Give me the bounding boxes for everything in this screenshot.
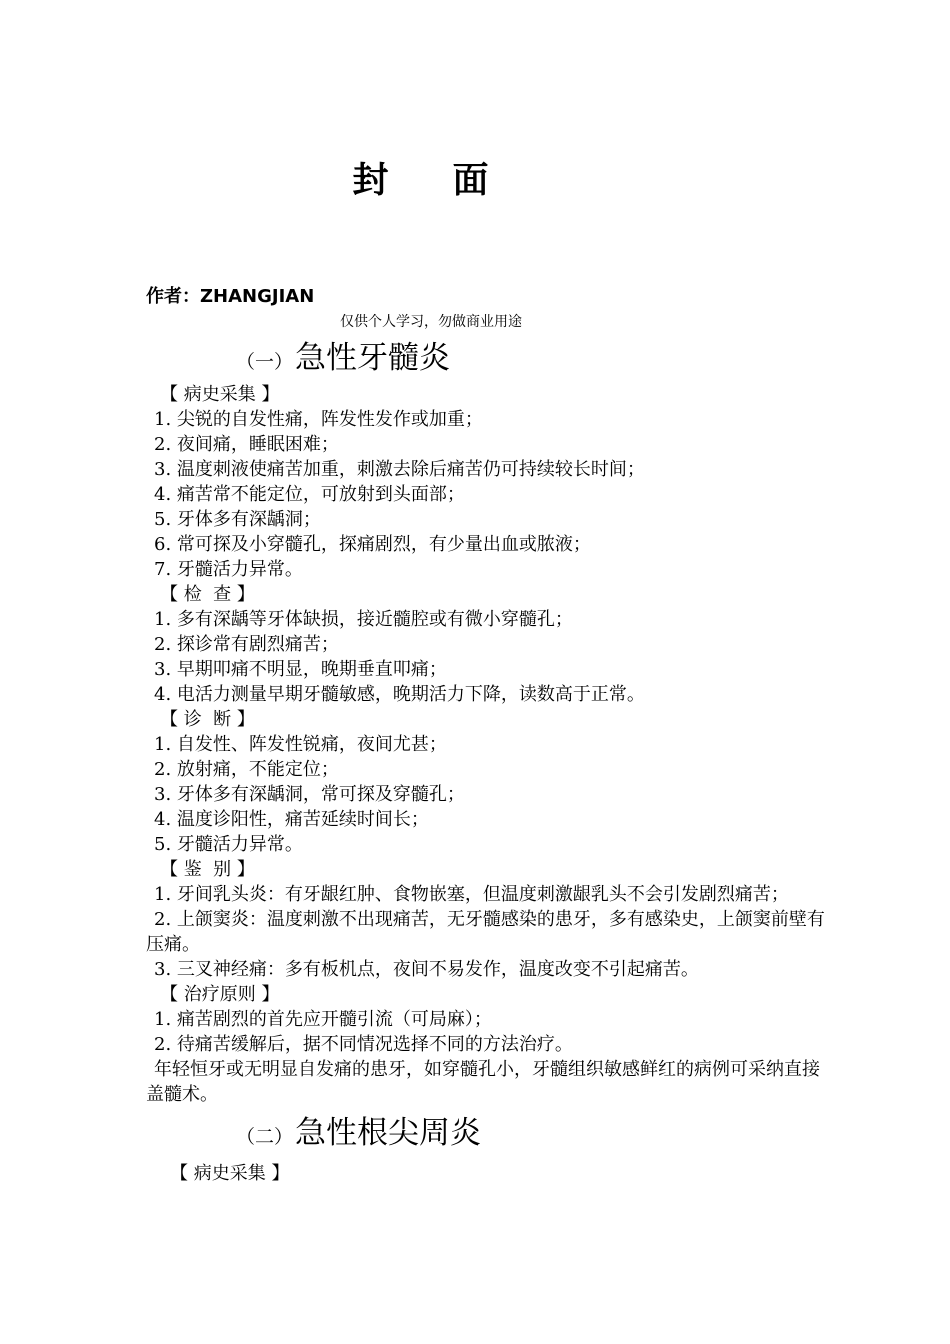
list-item: 3. 温度刺液使痛苦加重，刺激去除后痛苦仍可持续较长时间；	[154, 459, 645, 480]
cover-title-part2: 面	[452, 160, 491, 201]
section1-number: （一）	[236, 351, 294, 373]
list-item: 7. 牙髓活力异常。	[154, 559, 303, 580]
section1-exam-header: 【 检 查 】	[160, 584, 255, 605]
list-item: 1. 尖锐的自发性痛，阵发性发作或加重；	[154, 409, 483, 430]
cover-title-part1: 封	[352, 160, 391, 201]
list-item: 2. 待痛苦缓解后，据不同情况选择不同的方法治疗。	[154, 1034, 573, 1055]
list-item: 3. 牙体多有深龋洞，常可探及穿髓孔；	[154, 784, 465, 805]
list-item: 5. 牙体多有深龋洞；	[154, 509, 321, 530]
list-item: 1. 牙间乳头炎：有牙龈红肿、食物嵌塞，但温度刺激龈乳头不会引发剧烈痛苦；	[154, 884, 789, 905]
document-body	[146, 338, 826, 1186]
section1-treatment-header: 【 治疗原则 】	[160, 984, 280, 1005]
section2-history-header: 【 病史采集 】	[170, 1163, 290, 1184]
section2-heading: 急性根尖周炎	[295, 1115, 482, 1151]
section1-history-header: 【 病史采集 】	[160, 384, 280, 405]
section1-heading: 急性牙髓炎	[295, 340, 451, 376]
list-item: 2. 放射痛，不能定位；	[154, 759, 339, 780]
usage-notice: 仅供个人学习，勿做商业用途	[340, 314, 522, 330]
list-item: 1. 自发性、阵发性锐痛，夜间尤甚；	[154, 734, 447, 755]
list-item: 4. 痛苦常不能定位，可放射到头面部；	[154, 484, 465, 505]
section1-diagnosis-header: 【 诊 断 】	[160, 709, 255, 730]
section1-title	[146, 338, 826, 382]
list-item: 年轻恒牙或无明显自发痛的患牙，如穿髓孔小，牙髓组织敏感鲜红的病例可采纳直接盖髓术。	[146, 1059, 820, 1105]
section2-number: （二）	[236, 1126, 294, 1148]
list-item: 2. 夜间痛，睡眠困难；	[154, 434, 339, 455]
list-item: 3. 早期叩痛不明显，晚期垂直叩痛；	[154, 659, 447, 680]
list-item: 3. 三叉神经痛：多有板机点，夜间不易发作，温度改变不引起痛苦。	[154, 959, 699, 980]
list-item: 6. 常可探及小穿髓孔，探痛剧烈，有少量出血或脓液；	[154, 534, 591, 555]
cover-title	[0, 152, 843, 203]
list-item: 4. 电活力测量早期牙髓敏感，晚期活力下降，读数高于正常。	[154, 684, 645, 705]
section1-differential-header: 【 鉴 别 】	[160, 859, 255, 880]
list-item: 1. 多有深龋等牙体缺损，接近髓腔或有微小穿髓孔；	[154, 609, 573, 630]
list-item: 2. 上颌窦炎：温度刺激不出现痛苦，无牙髓感染的患牙，多有感染史，上颌窦前壁有压痛。	[146, 909, 825, 955]
section2-title	[146, 1113, 826, 1157]
list-item: 4. 温度诊阳性，痛苦延续时间长；	[154, 809, 429, 830]
list-item: 1. 痛苦剧烈的首先应开髓引流（可局麻）；	[154, 1009, 492, 1030]
author-line: 作者：ZHANGJIAN	[146, 286, 315, 307]
list-item: 2. 探诊常有剧烈痛苦；	[154, 634, 339, 655]
list-item: 5. 牙髓活力异常。	[154, 834, 303, 855]
